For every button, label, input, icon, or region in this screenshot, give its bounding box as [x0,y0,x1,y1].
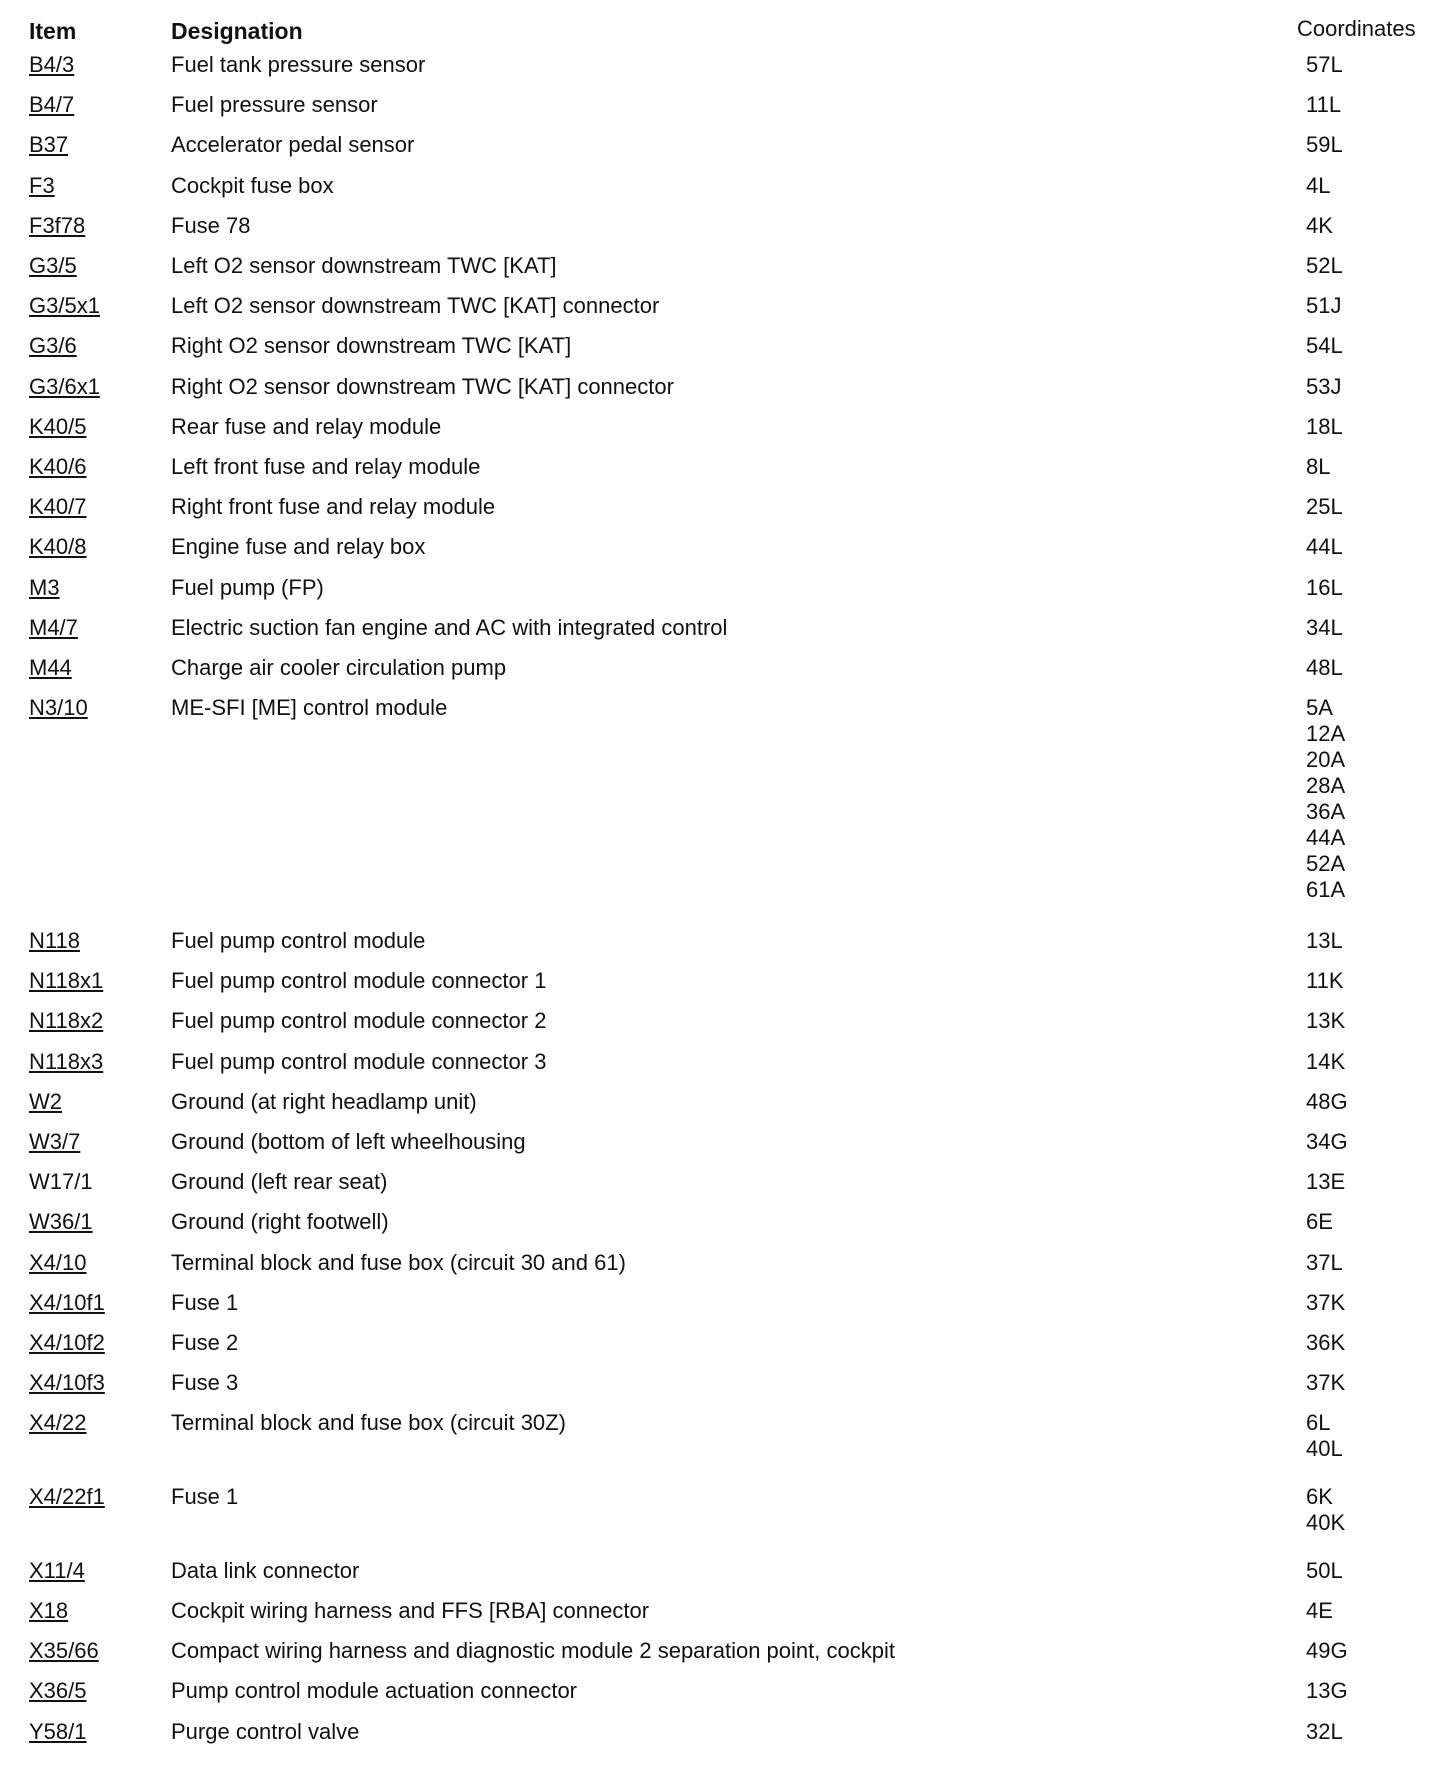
designation-text: Ground (right footwell) [171,1209,389,1234]
coordinates-cell [1306,414,1348,440]
coordinates-cell [1306,92,1348,118]
coordinate-value: 14K [1306,1049,1346,1074]
coordinates-cell [1306,1678,1348,1704]
item-link[interactable]: X4/22 [29,1410,87,1435]
coordinates-cell [1306,213,1348,239]
coordinate-value: 50L [1306,1558,1343,1583]
designation-text: Ground (left rear seat) [171,1169,388,1194]
designation-text: Fuse 2 [171,1330,239,1355]
designation-text: Fuse 78 [171,213,251,238]
designation-text: Fuel pump control module connector 2 [171,1008,547,1033]
coordinate-value: 59L [1306,132,1343,157]
item-link[interactable]: N3/10 [29,695,88,720]
coordinate-value: 49G [1306,1638,1348,1663]
coordinate-value: 34G [1306,1129,1348,1154]
item-link[interactable]: M3 [29,575,60,600]
coordinate-value: 48G [1306,1089,1348,1114]
item-link: W17/1 [29,1169,93,1194]
coordinates-cell [1306,1129,1348,1155]
designation-text: Cockpit fuse box [171,173,334,198]
coordinates-cell [1306,1169,1348,1195]
coordinate-value: 40L [1306,1436,1343,1461]
item-link[interactable]: G3/5 [29,253,77,278]
designation-text: Purge control valve [171,1719,360,1744]
coordinate-value: 13G [1306,1678,1348,1703]
coordinate-value: 5A [1306,695,1333,720]
designation-text: Fuel pressure sensor [171,92,378,117]
coordinate-value: 8L [1306,454,1331,479]
coordinates-cell [1306,1089,1348,1115]
coordinates-cell [1306,534,1348,560]
designation-text: Right front fuse and relay module [171,494,496,519]
coordinate-value: 4L [1306,173,1331,198]
item-link[interactable]: B37 [29,132,69,157]
item-link[interactable]: X4/10f1 [29,1290,105,1315]
item-link[interactable]: X11/4 [29,1558,85,1583]
designation-text: Left O2 sensor downstream TWC [KAT] [171,253,557,278]
item-link[interactable]: N118x3 [29,1049,104,1074]
item-link[interactable]: X4/10f3 [29,1370,105,1395]
coordinate-value: 40K [1306,1510,1346,1535]
coordinates-cell [1306,52,1348,78]
coordinate-value: 11L [1306,92,1342,117]
coordinate-value: 44L [1306,534,1343,559]
item-link[interactable]: B4/3 [29,52,75,77]
coordinates-cell [1306,132,1348,158]
designation-text: Data link connector [171,1558,360,1583]
item-link[interactable]: M4/7 [29,615,78,640]
coordinates-cell [1306,695,1348,903]
coordinate-value: 16L [1306,575,1343,600]
item-link[interactable]: X4/10f2 [29,1330,105,1355]
header-designation: Designation [171,18,303,44]
header-coordinates: Coordinates [1297,16,1416,41]
designation-text: ME-SFI [ME] control module [171,695,448,720]
designation-text: Fuel pump control module connector 1 [171,968,547,993]
item-link[interactable]: X4/10 [29,1250,87,1275]
item-link[interactable]: G3/6 [29,333,77,358]
coordinates-cell [1306,374,1348,400]
designation-text: Pump control module actuation connector [171,1678,578,1703]
designation-text: Fuse 1 [171,1290,239,1315]
designation-text: Terminal block and fuse box (circuit 30Z) [171,1410,566,1435]
item-link[interactable]: N118 [29,928,80,953]
coordinate-value: 4E [1306,1598,1333,1623]
coordinate-value: 25L [1306,494,1343,519]
designation-text: Ground (bottom of left wheelhousing [171,1129,526,1154]
coordinates-cell [1306,1008,1348,1034]
coordinate-value: 13K [1306,1008,1346,1033]
coordinates-cell [1306,655,1348,681]
designation-text: Fuel pump control module [171,928,426,953]
designation-text: Ground (at right headlamp unit) [171,1089,477,1114]
coordinates-cell [1306,968,1348,994]
designation-text: Right O2 sensor downstream TWC [KAT] [171,333,572,358]
designation-text: Fuel pump (FP) [171,575,324,600]
item-link[interactable]: X36/5 [29,1678,87,1703]
coordinate-value: 53J [1306,374,1342,399]
coordinate-value: 32L [1306,1719,1343,1744]
item-link[interactable]: K40/5 [29,414,87,439]
coordinates-cell [1306,1209,1348,1235]
coordinates-cell [1306,1558,1348,1584]
coordinates-cell [1306,615,1348,641]
coordinate-value: 18L [1306,414,1343,439]
item-link[interactable]: M44 [29,655,72,680]
coordinates-cell [1306,1370,1348,1396]
item-link[interactable]: W3/7 [29,1129,81,1154]
item-link[interactable]: X4/22f1 [29,1484,105,1509]
coordinate-value: 52A [1306,851,1346,876]
designation-text: Fuse 1 [171,1484,239,1509]
item-link[interactable]: K40/6 [29,454,87,479]
coordinate-value: 20A [1306,747,1346,772]
coordinates-cell [1306,1638,1348,1664]
coordinates-cell [1306,1598,1348,1624]
coordinates-cell [1306,333,1348,359]
item-link[interactable]: K40/7 [29,494,87,519]
coordinates-cell [1306,1719,1348,1745]
coordinate-value: 44A [1306,825,1346,850]
designation-text: Terminal block and fuse box (circuit 30 and 61) [171,1250,626,1275]
coordinates-cell [1306,1484,1348,1536]
coordinate-value: 6L [1306,1410,1331,1435]
item-link[interactable]: Y58/1 [29,1719,87,1744]
designation-text: Engine fuse and relay box [171,534,426,559]
item-link[interactable]: X18 [29,1598,69,1623]
coordinate-value: 37K [1306,1290,1346,1315]
designation-text: Cockpit wiring harness and FFS [RBA] connector [171,1598,650,1623]
coordinate-value: 6E [1306,1209,1333,1234]
coordinate-value: 61A [1306,877,1346,902]
header-item: Item [29,18,77,44]
item-link[interactable]: W2 [29,1089,62,1114]
coordinates-cell [1306,494,1348,520]
coordinate-value: 12A [1306,721,1346,746]
coordinates-cell [1306,1410,1348,1462]
item-link[interactable]: K40/8 [29,534,87,559]
coordinate-value: 13L [1306,928,1343,953]
coordinate-value: 37K [1306,1370,1346,1395]
designation-text: Right O2 sensor downstream TWC [KAT] connector [171,374,674,399]
item-link[interactable]: W36/1 [29,1209,93,1234]
coordinate-value: 54L [1306,333,1343,358]
designation-text: Compact wiring harness and diagnostic module 2 separation point, cockpit [171,1638,895,1663]
designation-text: Left O2 sensor downstream TWC [KAT] connector [171,293,660,318]
item-link[interactable]: B4/7 [29,92,75,117]
designation-text: Charge air cooler circulation pump [171,655,507,680]
designation-text: Rear fuse and relay module [171,414,442,439]
coordinates-cell [1306,575,1348,601]
designation-text: Fuel tank pressure sensor [171,52,426,77]
coordinate-value: 28A [1306,773,1346,798]
table-header [0,0,1440,44]
designation-text: Accelerator pedal sensor [171,132,415,157]
coordinate-value: 36K [1306,1330,1346,1355]
coordinate-value: 51J [1306,293,1342,318]
coordinate-value: 37L [1306,1250,1343,1275]
coordinate-value: 11K [1306,968,1344,993]
coordinate-value: 36A [1306,799,1346,824]
coordinates-cell [1306,1290,1348,1316]
item-link[interactable]: G3/5x1 [29,293,100,318]
coordinate-value: 13E [1306,1169,1346,1194]
designation-text: Fuel pump control module connector 3 [171,1049,547,1074]
coordinates-cell [1306,173,1348,199]
coordinates-cell [1306,1250,1348,1276]
item-link[interactable]: N118x2 [29,1008,104,1033]
item-link[interactable]: X35/66 [29,1638,99,1663]
coordinate-value: 57L [1306,52,1343,77]
designation-text: Electric suction fan engine and AC with integrated control [171,615,728,640]
item-link[interactable]: F3 [29,173,55,198]
designation-text: Left front fuse and relay module [171,454,481,479]
designation-text: Fuse 3 [171,1370,239,1395]
coordinate-value: 4K [1306,213,1333,238]
item-link[interactable]: N118x1 [29,968,104,993]
coordinate-value: 52L [1306,253,1343,278]
coordinates-cell [1306,1330,1348,1356]
coordinates-cell [1306,293,1348,319]
coordinates-cell [1306,454,1348,480]
item-link[interactable]: F3f78 [29,213,86,238]
coordinate-value: 6K [1306,1484,1333,1509]
coordinates-cell [1306,1049,1348,1075]
coordinate-value: 34L [1306,615,1343,640]
coordinates-cell [1306,928,1348,954]
item-link[interactable]: G3/6x1 [29,374,100,399]
coordinate-value: 48L [1306,655,1343,680]
coordinates-cell [1306,253,1348,279]
